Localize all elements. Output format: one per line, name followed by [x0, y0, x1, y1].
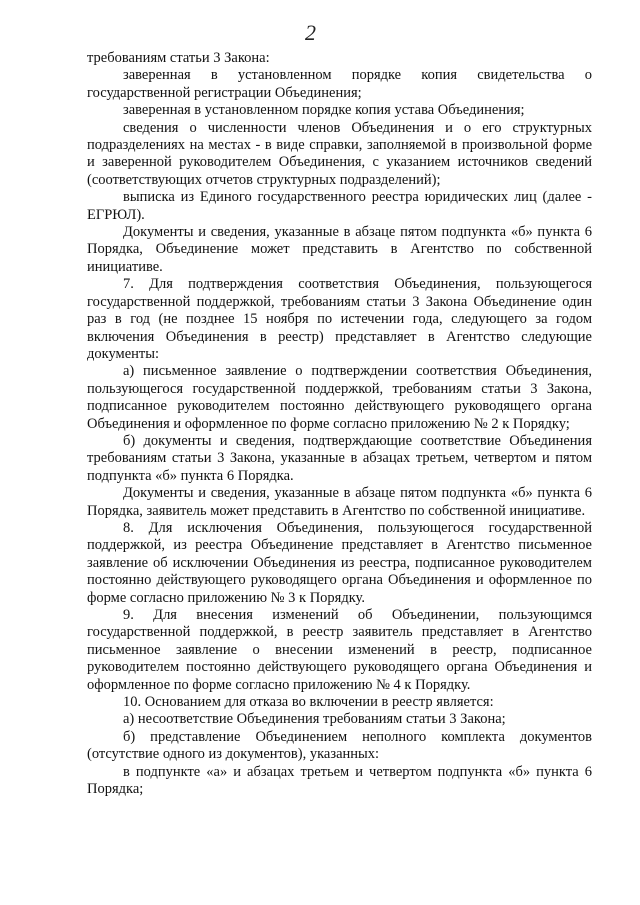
paragraph: а) письменное заявление о подтверждении соответствия Объединения, пользующегося государственной поддержкой, требованиям статьи 3 Закона, подписанное руководителем постоянно действующего руководящего органа Объединения и оформленное по форме согласно приложению № 2 к Порядку; [87, 363, 592, 432]
paragraph: 9. Для внесения изменений об Объединении, пользующимся государственной поддержкой, в реестр заявитель представляет в Агентство письменное заявление о внесении изменений в реестр, подписанное руководителем постоянно действующего руководящего органа Объединения и оформленное по форме согласно приложению № 4 к Порядку. [87, 607, 592, 693]
paragraph: Документы и сведения, указанные в абзаце пятом подпункта «б» пункта 6 Порядка, Объединение может представить в Агентство по собственной инициативе. [87, 224, 592, 275]
paragraph: сведения о численности членов Объединения и о его структурных подразделениях на местах - в виде справки, заполняемой в произвольной форме и заверенной руководителем Объединения, с указанием источников сведений (соответствующих отчетов структурных подразделений); [87, 119, 592, 188]
paragraph: требованиям статьи 3 Закона: [87, 50, 270, 66]
paragraph: заверенная в установленном порядке копия устава Объединения; [123, 102, 525, 119]
page-number: 2 [305, 20, 316, 45]
paragraph: Документы и сведения, указанные в абзаце пятом подпункта «б» пункта 6 Порядка, заявитель может представить в Агентство по собственной инициативе. [87, 485, 592, 519]
paragraph: выписка из Единого государственного реестра юридических лиц (далее - ЕГРЮЛ). [87, 189, 592, 223]
paragraph: 7. Для подтверждения соответствия Объединения, пользующегося государственной поддержкой, требованиям статьи 3 Закона Объединение один раз в год (не позднее 15 ноября по истечении года, следующего за годом включения Объединения в реестр) представляет в Агентство следующие документы: [87, 276, 592, 362]
paragraph: 10. Основанием для отказа во включении в реестр является: [123, 694, 494, 711]
paragraph: заверенная в установленном порядке копия свидетельства о государственной регистрации Объединения; [87, 67, 592, 101]
paragraph: в подпункте «а» и абзацах третьем и четвертом подпункта «б» пункта 6 Порядка; [87, 763, 592, 798]
paragraph: б) документы и сведения, подтверждающие соответствие Объединения требованиям статьи 3 Закона, указанные в абзацах третьем, четвертом и пятом подпункта «б» пункта 6 Порядка. [87, 432, 592, 484]
document-body [87, 50, 592, 798]
paragraph: а) несоответствие Объединения требованиям статьи 3 Закона; [123, 711, 506, 728]
paragraph: 8. Для исключения Объединения, пользующегося государственной поддержкой, из реестра Объединение представляет в Агентство письменное заявление об исключении Объединения из реестра, подписанное руководителем постоянно действующего руководящего органа Объединения и оформленное по форме согласно приложению № 3 к Порядку. [87, 519, 592, 606]
paragraph: б) представление Объединением неполного комплекта документов (отсутствие одного из документов), указанных: [87, 728, 592, 763]
